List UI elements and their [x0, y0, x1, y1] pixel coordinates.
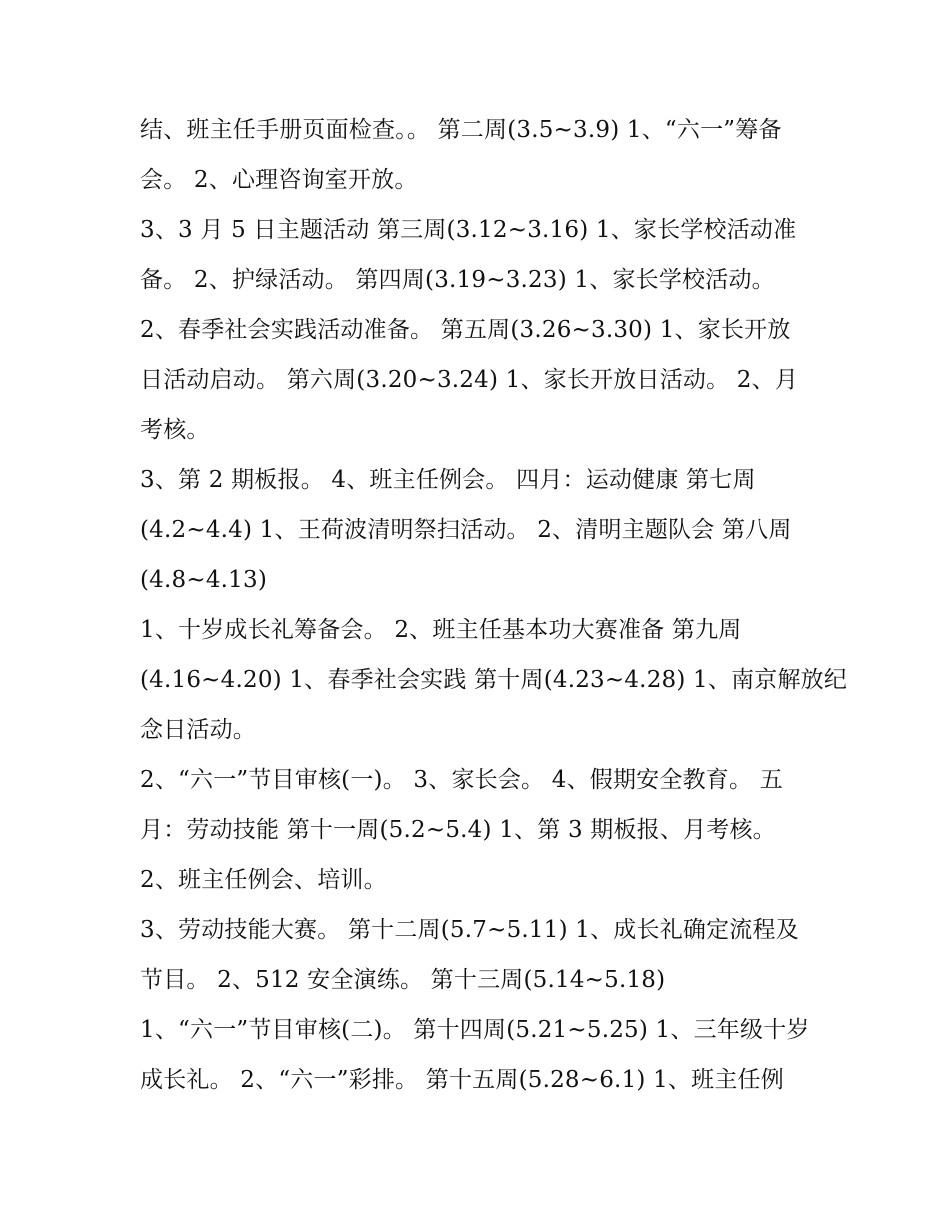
- text-line: 日活动启动。 第六周(3.20~3.24) 1、家长开放日活动。 2、月: [140, 367, 799, 393]
- text-line: 2、春季社会实践活动准备。 第五周(3.26~3.30) 1、家长开放: [140, 317, 791, 343]
- text-line: 成长礼。 2、“六一”彩排。 第十五周(5.28~6.1) 1、班主任例: [140, 1067, 784, 1093]
- text-line: 结、班主任手册页面检查。。 第二周(3.5~3.9) 1、“六一”筹备: [140, 117, 782, 143]
- text-line: 会。 2、心理咨询室开放。: [140, 167, 418, 193]
- text-line: 1、“六一”节目审核(二)。 第十四周(5.21~5.25) 1、三年级十岁: [140, 1017, 810, 1043]
- text-line: 考核。: [140, 417, 210, 443]
- text-line: 月：劳动技能 第十一周(5.2~5.4) 1、第 3 期板报、月考核。: [140, 817, 776, 843]
- body-text: [140, 109, 848, 1109]
- text-line: (4.8~4.13): [140, 567, 268, 593]
- text-line: (4.2~4.4) 1、王荷波清明祭扫活动。 2、清明主题队会 第八周: [140, 517, 792, 543]
- text-line: 备。 2、护绿活动。 第四周(3.19~3.23) 1、家长学校活动。: [140, 267, 775, 293]
- text-line: (4.16~4.20) 1、春季社会实践 第十周(4.23~4.28) 1、南京解放纪: [140, 667, 848, 693]
- text-line: 节目。 2、512 安全演练。 第十三周(5.14~5.18): [140, 967, 666, 993]
- text-line: 3、第 2 期板报。 4、班主任例会。 四月：运动健康 第七周: [140, 467, 756, 493]
- text-line: 1、十岁成长礼筹备会。 2、班主任基本功大赛准备 第九周: [140, 617, 742, 643]
- text-line: 3、劳动技能大赛。 第十二周(5.7~5.11) 1、成长礼确定流程及: [140, 917, 799, 943]
- text-line: 2、“六一”节目审核(一)。 3、家长会。 4、假期安全教育。 五: [140, 767, 783, 793]
- text-line: 念日活动。: [140, 717, 256, 743]
- text-line: 3、3 月 5 日主题活动 第三周(3.12~3.16) 1、家长学校活动准: [140, 217, 797, 243]
- text-line: 2、班主任例会、培训。: [140, 867, 387, 893]
